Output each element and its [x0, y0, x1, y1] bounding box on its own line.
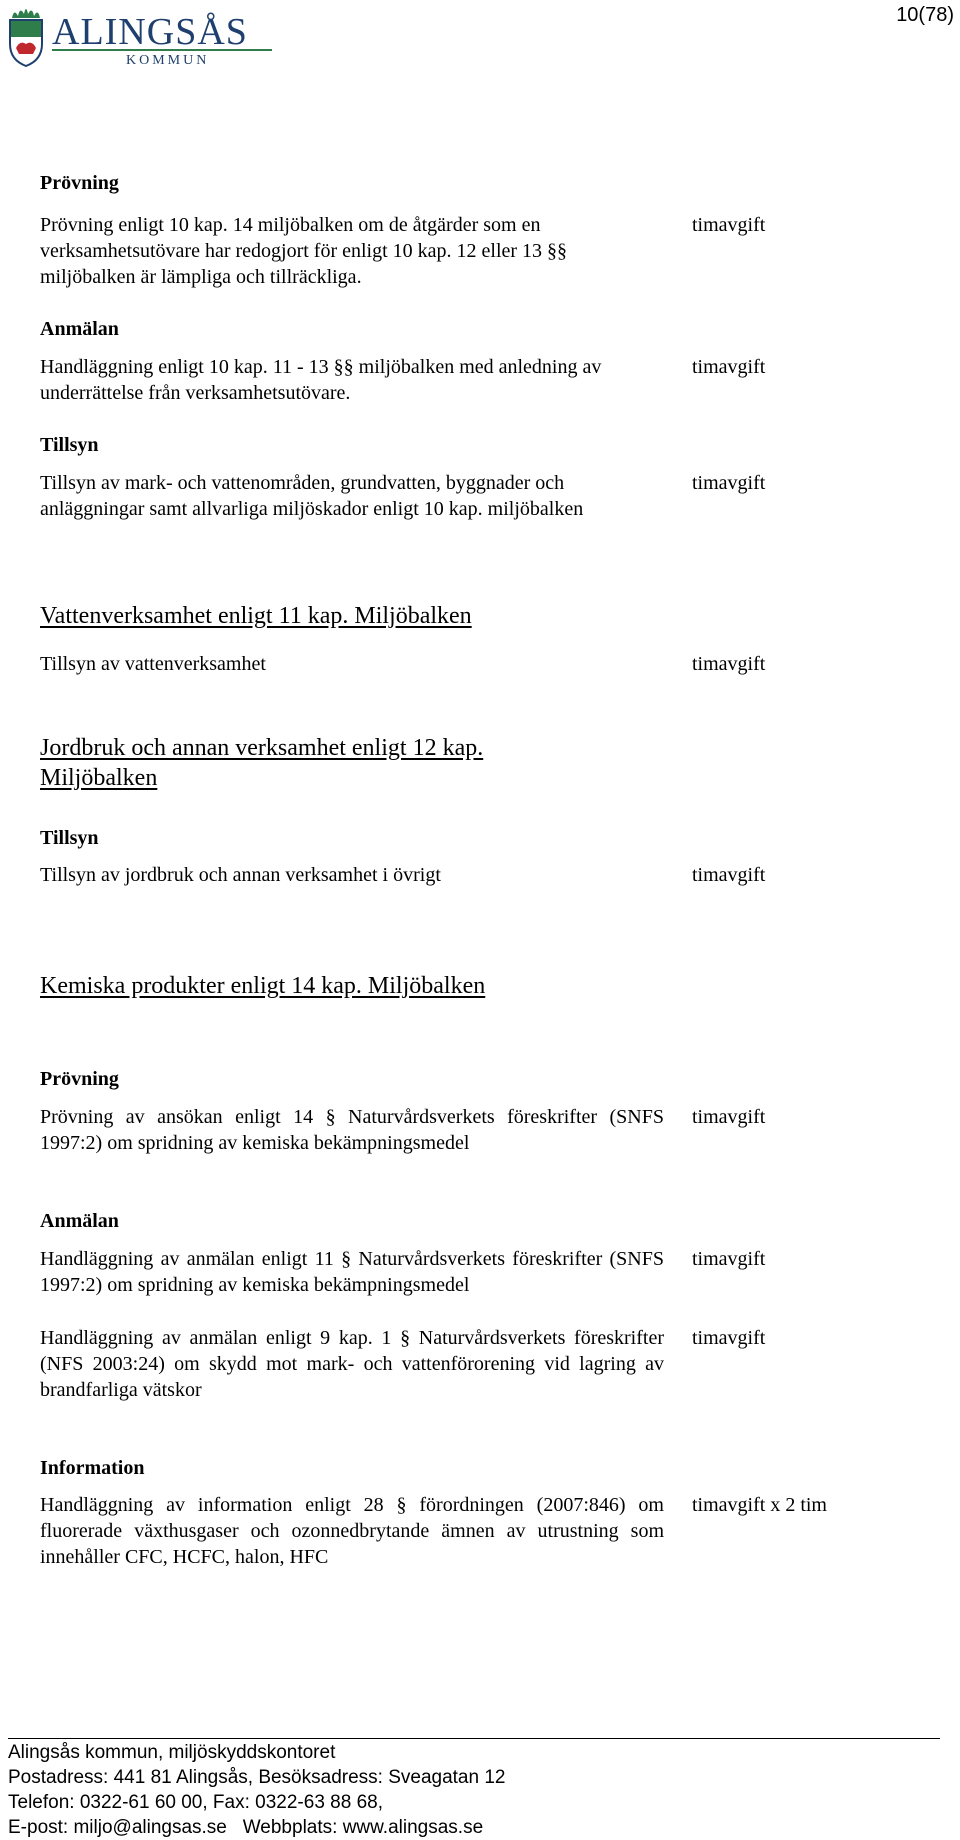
- anmalan-14-item2-text: Handläggning av anmälan enligt 9 kap. 1 § Naturvårdsverkets föreskrifter (NFS 2003:24) om skydd mot mark- och vattenförorening vid lagring av brandfarliga vätskor: [40, 1327, 664, 1401]
- provning-fee: timavgift: [692, 214, 766, 236]
- chapter-title-12: Jordbruk och annan verksamhet enligt 12 kap. Miljöbalken: [40, 735, 484, 791]
- logo-graphic: [6, 4, 276, 68]
- section-heading-provning: Prövning: [40, 172, 119, 194]
- jordbruk-text: Tillsyn av jordbruk och annan verksamhet i övrigt: [40, 864, 441, 886]
- footer-divider: [8, 1738, 940, 1739]
- provning-text: Prövning enligt 10 kap. 14 miljöbalken om de åtgärder som en verksamhetsutövare har redogjort för enligt 10 kap. 12 eller 13 §§ miljöbalken är lämpliga och tillräckliga.: [40, 214, 568, 288]
- anmalan-14-item1-text: Handläggning av anmälan enligt 11 § Naturvårdsverkets föreskrifter (SNFS 1997:2) om spridning av kemiska bekämpningsmedel: [40, 1248, 664, 1296]
- section-heading-provning-14: Prövning: [40, 1068, 119, 1090]
- vattenverksamhet-fee: timavgift: [692, 653, 766, 675]
- information-fee: timavgift x 2 tim: [692, 1494, 827, 1516]
- anmalan-14-item2-fee: timavgift: [692, 1327, 766, 1349]
- vattenverksamhet-text: Tillsyn av vattenverksamhet: [40, 653, 266, 675]
- footer-organisation: Alingsås kommun, miljöskyddskontoret: [8, 1742, 336, 1763]
- jordbruk-fee: timavgift: [692, 864, 766, 886]
- anmalan-text: Handläggning enligt 10 kap. 11 - 13 §§ miljöbalken med anledning av underrättelse från verksamhetsutövare.: [40, 356, 602, 404]
- anmalan-14-item1-fee: timavgift: [692, 1248, 766, 1270]
- information-text: Handläggning av information enligt 28 § förordningen (2007:846) om fluorerade växthusgaser och ozonnedbrytande ämnen av utrustning som innehåller CFC, HCFC, halon, HFC: [40, 1494, 664, 1568]
- footer-phone: Telefon: 0322-61 60 00, Fax: 0322-63 88 68,: [8, 1792, 383, 1813]
- section-heading-anmalan: Anmälan: [40, 318, 119, 340]
- logo-wordmark: ALINGSÅS: [52, 11, 248, 53]
- tillsyn-text: Tillsyn av mark- och vattenområden, grundvatten, byggnader och anläggningar samt allvarliga miljöskador enligt 10 kap. miljöbalken: [40, 472, 584, 520]
- provning-14-fee: timavgift: [692, 1106, 766, 1128]
- chapter-title-14: Kemiska produkter enligt 14 kap. Miljöbalken: [40, 973, 486, 999]
- alingsas-kommun-logo: [6, 4, 276, 68]
- moose-icon: [16, 43, 36, 54]
- section-heading-anmalan-14: Anmälan: [40, 1210, 119, 1232]
- section-heading-tillsyn: Tillsyn: [40, 434, 99, 456]
- provning-14-text: Prövning av ansökan enligt 14 § Naturvårdsverkets föreskrifter (SNFS 1997:2) om spridning av kemiska bekämpningsmedel: [40, 1106, 664, 1154]
- footer-address: Postadress: 441 81 Alingsås, Besöksadress: Sveagatan 12: [8, 1767, 506, 1788]
- anmalan-fee: timavgift: [692, 356, 766, 378]
- leaf-crown-icon: [12, 9, 40, 18]
- logo-subtitle: KOMMUN: [126, 53, 210, 68]
- tillsyn-fee: timavgift: [692, 472, 766, 494]
- section-heading-tillsyn-12: Tillsyn: [40, 827, 99, 849]
- page-number: 10(78): [896, 4, 954, 26]
- section-heading-information: Information: [40, 1457, 145, 1479]
- footer-contact: E-post: miljo@alingsas.se Webbplats: www.alingsas.se: [8, 1817, 484, 1838]
- footer: [8, 1740, 948, 1840]
- chapter-title-11: Vattenverksamhet enligt 11 kap. Miljöbalken: [40, 603, 472, 629]
